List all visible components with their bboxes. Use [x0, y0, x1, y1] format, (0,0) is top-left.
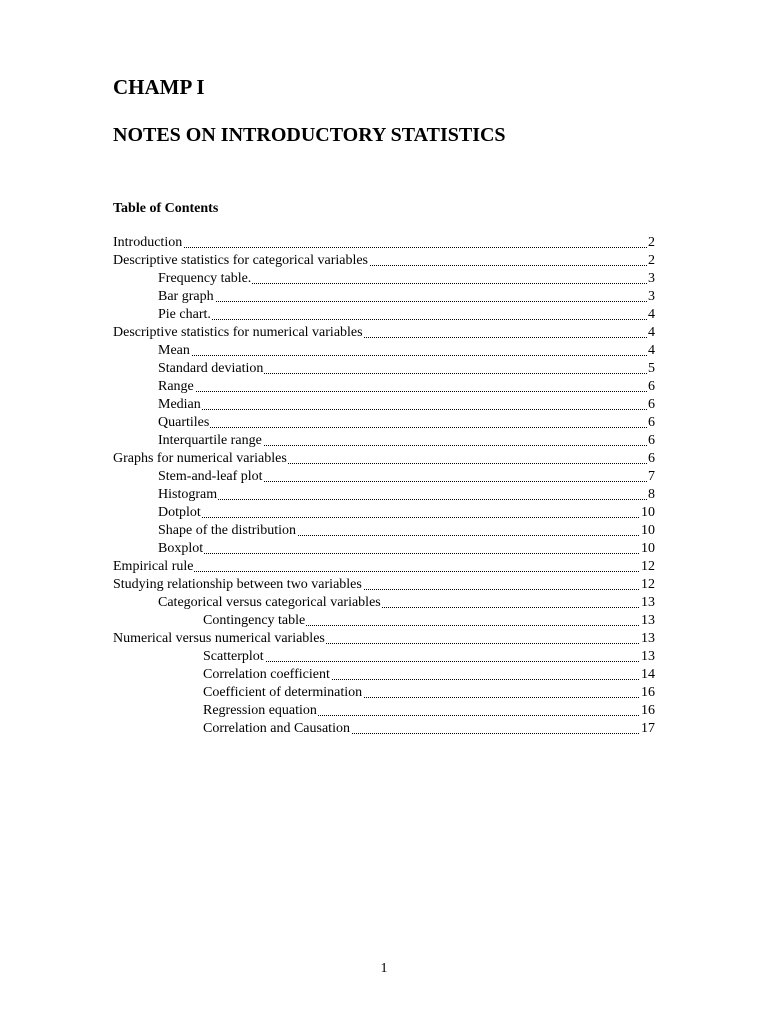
toc-dot-leader [113, 571, 655, 572]
toc-entry-label: Pie chart. [158, 307, 211, 322]
toc-entry [203, 684, 655, 702]
toc-entry-page: 2 [648, 235, 655, 250]
toc-dot-leader [158, 301, 655, 302]
toc-dot-leader [158, 553, 655, 554]
toc-entry-label: Categorical versus categorical variables [158, 595, 381, 610]
toc-entry-label: Interquartile range [158, 433, 262, 448]
toc-entry-label: Contingency table [203, 613, 306, 628]
toc-entry-label: Correlation coefficient [203, 667, 330, 682]
toc-dot-leader [113, 247, 655, 248]
toc-entry [158, 486, 655, 504]
toc-entry [158, 396, 655, 414]
toc-entry [158, 270, 655, 288]
toc-entry [158, 540, 655, 558]
toc-entry-label: Median [158, 397, 201, 412]
toc-entry-page: 6 [648, 397, 655, 412]
toc-entry [158, 342, 655, 360]
toc-entry-page: 14 [641, 667, 655, 682]
toc-entry [158, 288, 655, 306]
toc-entry-page: 3 [648, 271, 655, 286]
toc-entry-page: 13 [641, 649, 655, 664]
toc-entry-page: 6 [648, 379, 655, 394]
toc-entry [158, 432, 655, 450]
toc-entry [203, 666, 655, 684]
toc-entry-page: 16 [641, 703, 655, 718]
toc-entry [158, 522, 655, 540]
toc-entry [158, 378, 655, 396]
toc-entry [158, 360, 655, 378]
toc-entry-page: 8 [648, 487, 655, 502]
toc-entry-page: 17 [641, 721, 655, 736]
toc-entry [113, 576, 655, 594]
toc-entry-label: Bar graph [158, 289, 214, 304]
toc-entry-page: 10 [641, 505, 655, 520]
toc-entry-page: 6 [648, 451, 655, 466]
toc-entry-label: Studying relationship between two variables [113, 577, 362, 592]
document-subtitle: NOTES ON INTRODUCTORY STATISTICS [113, 124, 506, 146]
toc-entry-label: Descriptive statistics for numerical variables [113, 325, 363, 340]
toc-entry-label: Shape of the distribution [158, 523, 297, 538]
toc-entry-page: 4 [648, 307, 655, 322]
toc-entry-page: 12 [641, 559, 655, 574]
toc-entry-page: 13 [641, 595, 655, 610]
toc-entry [203, 702, 655, 720]
toc-entry-label: Numerical versus numerical variables [113, 631, 325, 646]
toc-dot-leader [158, 517, 655, 518]
toc-entry-label: Introduction [113, 235, 183, 250]
toc-entry-label: Dotplot [158, 505, 201, 520]
toc-entry-label: Regression equation [203, 703, 317, 718]
toc-entry [203, 648, 655, 666]
toc-entry-label: Descriptive statistics for categorical variables [113, 253, 369, 268]
toc-entry-label: Frequency table. [158, 271, 252, 286]
toc-entry-label: Mean [158, 343, 190, 358]
toc-entry-label: Boxplot [158, 541, 204, 556]
toc-entry [113, 252, 655, 270]
toc-dot-leader [158, 319, 655, 320]
toc-dot-leader [158, 427, 655, 428]
toc-entry-label: Stem-and-leaf plot [158, 469, 263, 484]
page-number: 1 [380, 961, 388, 976]
toc-entry [203, 612, 655, 630]
toc-heading: Table of Contents [113, 201, 219, 216]
toc-entry-page: 10 [641, 541, 655, 556]
toc-dot-leader [203, 661, 655, 662]
toc-entry-page: 6 [648, 415, 655, 430]
toc-entry-label: Graphs for numerical variables [113, 451, 287, 466]
toc-dot-leader [158, 355, 655, 356]
toc-entry [113, 558, 655, 576]
toc-entry-page: 13 [641, 613, 655, 628]
toc-entry-label: Empirical rule [113, 559, 194, 574]
toc-entry [158, 414, 655, 432]
toc-entry-label: Scatterplot [203, 649, 264, 664]
toc-entry-page: 7 [648, 469, 655, 484]
toc-entry [158, 468, 655, 486]
toc-entry-page: 5 [648, 361, 655, 376]
toc-entry-page: 3 [648, 289, 655, 304]
toc-entry-label: Range [158, 379, 194, 394]
toc-entry [158, 594, 655, 612]
toc-entry-label: Quartiles [158, 415, 210, 430]
toc-dot-leader [158, 499, 655, 500]
toc-entry-label: Correlation and Causation [203, 721, 350, 736]
toc-entry [158, 504, 655, 522]
toc-entry [113, 324, 655, 342]
toc-entry [113, 450, 655, 468]
toc-entry-page: 6 [648, 433, 655, 448]
toc-entry [113, 630, 655, 648]
toc-dot-leader [158, 391, 655, 392]
table-of-contents [113, 234, 655, 738]
toc-entry-page: 4 [648, 325, 655, 340]
toc-entry-page: 4 [648, 343, 655, 358]
toc-entry [113, 234, 655, 252]
toc-entry-label: Coefficient of determination [203, 685, 363, 700]
toc-entry-page: 2 [648, 253, 655, 268]
toc-entry-page: 16 [641, 685, 655, 700]
toc-entry [158, 306, 655, 324]
toc-entry-label: Standard deviation [158, 361, 264, 376]
toc-entry [203, 720, 655, 738]
document-title: CHAMP I [113, 75, 205, 99]
toc-entry-label: Histogram [158, 487, 218, 502]
toc-dot-leader [158, 409, 655, 410]
toc-entry-page: 10 [641, 523, 655, 538]
toc-entry-page: 12 [641, 577, 655, 592]
toc-entry-page: 13 [641, 631, 655, 646]
